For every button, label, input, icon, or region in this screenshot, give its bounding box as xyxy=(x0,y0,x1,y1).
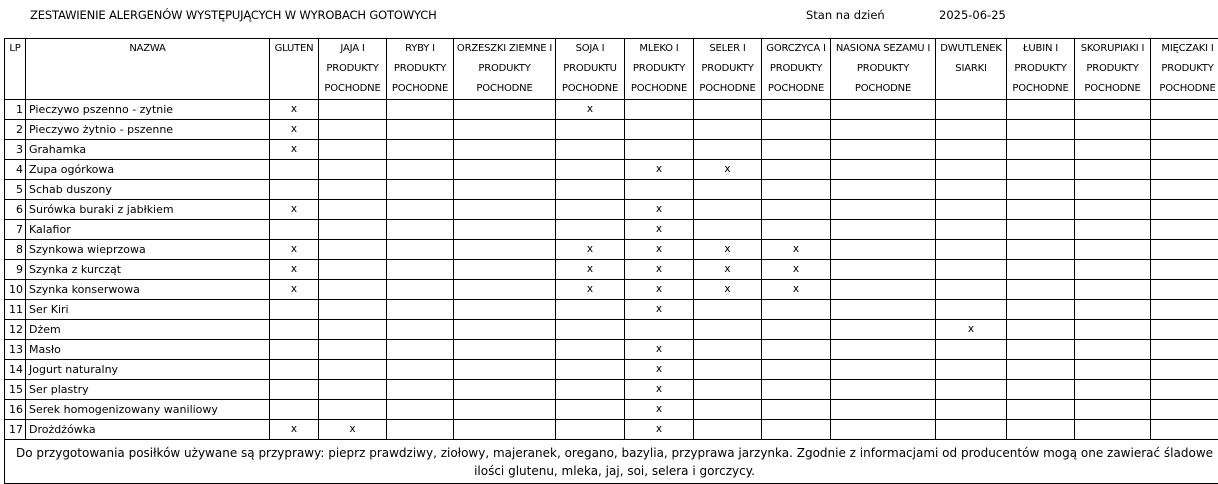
footnote-row xyxy=(5,440,1218,484)
allergen-mark-cell xyxy=(1075,340,1151,360)
allergen-mark-cell xyxy=(936,340,1007,360)
allergen-mark-cell: x xyxy=(694,240,762,260)
allergen-mark-cell: x xyxy=(270,120,319,140)
header-eggs: JAJA I PRODUKTY POCHODNE xyxy=(319,39,387,100)
allergen-mark-cell xyxy=(387,140,454,160)
allergen-mark-cell xyxy=(1151,180,1218,200)
table-row xyxy=(5,400,1218,420)
allergen-mark-cell xyxy=(454,200,556,220)
allergen-mark-cell xyxy=(694,300,762,320)
allergen-mark-cell xyxy=(1151,280,1218,300)
allergen-mark-cell xyxy=(936,300,1007,320)
allergen-mark-cell xyxy=(831,360,936,380)
row-product-name: Jogurt naturalny xyxy=(26,360,270,380)
row-product-name: Drożdżówka xyxy=(26,420,270,440)
row-lp: 4 xyxy=(5,160,26,180)
allergen-mark-cell xyxy=(936,360,1007,380)
allergen-mark-cell: x xyxy=(625,240,694,260)
allergen-mark-cell xyxy=(556,180,625,200)
allergen-mark-cell: x xyxy=(556,100,625,120)
allergen-mark-cell xyxy=(454,100,556,120)
header-fish: RYBY I PRODUKTY POCHODNE xyxy=(387,39,454,100)
row-product-name: Ser plastry xyxy=(26,380,270,400)
allergen-mark-cell xyxy=(762,180,831,200)
row-lp: 15 xyxy=(5,380,26,400)
allergen-mark-cell xyxy=(936,120,1007,140)
allergen-mark-cell xyxy=(387,320,454,340)
allergen-mark-cell xyxy=(625,120,694,140)
row-lp: 8 xyxy=(5,240,26,260)
header-gluten: GLUTEN xyxy=(270,39,319,100)
allergen-mark-cell xyxy=(831,120,936,140)
row-product-name: Pieczywo żytnio - pszenne xyxy=(26,120,270,140)
header-soy: SOJA I PRODUKTU POCHODNE xyxy=(556,39,625,100)
table-row xyxy=(5,380,1218,400)
allergen-mark-cell xyxy=(694,100,762,120)
allergen-mark-cell: x xyxy=(762,280,831,300)
allergen-mark-cell xyxy=(387,220,454,240)
allergen-mark-cell xyxy=(319,120,387,140)
row-lp: 1 xyxy=(5,100,26,120)
allergen-mark-cell xyxy=(387,360,454,380)
allergen-mark-cell: x xyxy=(625,200,694,220)
allergen-mark-cell xyxy=(1151,220,1218,240)
allergen-mark-cell: x xyxy=(694,160,762,180)
allergen-mark-cell: x xyxy=(625,380,694,400)
row-lp: 3 xyxy=(5,140,26,160)
header-lp: LP xyxy=(5,39,26,100)
allergen-mark-cell xyxy=(1075,300,1151,320)
allergen-mark-cell xyxy=(694,360,762,380)
allergen-mark-cell xyxy=(1007,320,1075,340)
allergen-mark-cell xyxy=(556,420,625,440)
date-value: 2025-06-25 xyxy=(939,8,1006,22)
allergen-mark-cell: x xyxy=(556,280,625,300)
header-molluscs: MIĘCZAKI I PRODUKTY POCHODNE xyxy=(1151,39,1218,100)
allergen-mark-cell xyxy=(556,400,625,420)
allergen-mark-cell xyxy=(831,240,936,260)
allergen-mark-cell xyxy=(556,200,625,220)
allergen-mark-cell xyxy=(387,340,454,360)
allergen-mark-cell xyxy=(1075,200,1151,220)
allergen-mark-cell xyxy=(831,420,936,440)
table-row xyxy=(5,340,1218,360)
allergen-mark-cell xyxy=(936,100,1007,120)
allergen-mark-cell: x xyxy=(270,420,319,440)
allergen-mark-cell xyxy=(1075,280,1151,300)
allergen-mark-cell xyxy=(387,160,454,180)
allergen-mark-cell: x xyxy=(625,300,694,320)
table-row xyxy=(5,200,1218,220)
allergen-mark-cell xyxy=(831,340,936,360)
allergen-mark-cell xyxy=(1075,400,1151,420)
row-product-name: Szynkowa wieprzowa xyxy=(26,240,270,260)
allergen-mark-cell xyxy=(319,360,387,380)
header-name: NAZWA xyxy=(26,39,270,100)
allergen-mark-cell xyxy=(1151,120,1218,140)
allergen-mark-cell: x xyxy=(270,140,319,160)
allergen-mark-cell xyxy=(694,200,762,220)
row-product-name: Szynka konserwowa xyxy=(26,280,270,300)
row-lp: 9 xyxy=(5,260,26,280)
allergen-mark-cell xyxy=(319,240,387,260)
table-row xyxy=(5,100,1218,120)
allergen-mark-cell xyxy=(936,380,1007,400)
allergen-mark-cell: x xyxy=(270,240,319,260)
allergen-mark-cell xyxy=(762,100,831,120)
allergen-mark-cell xyxy=(831,320,936,340)
allergen-mark-cell xyxy=(556,340,625,360)
allergen-mark-cell xyxy=(454,300,556,320)
allergen-mark-cell xyxy=(1151,400,1218,420)
allergen-mark-cell xyxy=(270,360,319,380)
row-product-name: Szynka z kurcząt xyxy=(26,260,270,280)
allergen-mark-cell xyxy=(936,400,1007,420)
allergen-mark-cell xyxy=(936,280,1007,300)
row-lp: 17 xyxy=(5,420,26,440)
allergen-mark-cell xyxy=(936,220,1007,240)
allergen-mark-cell: x xyxy=(270,280,319,300)
allergen-mark-cell: x xyxy=(762,260,831,280)
allergen-mark-cell xyxy=(387,120,454,140)
allergen-mark-cell xyxy=(1075,380,1151,400)
footnote: Do przygotowania posiłków używane są przyprawy: pieprz prawdziwy, ziołowy, majeranek, oregano, bazylia, przyprawa jarzynka. Zgodnie z informacjami od producentów mogą one zawierać śladowe ilości glutenu, mleka, jaj, soi, selera i gorczycy. xyxy=(5,440,1218,484)
row-lp: 2 xyxy=(5,120,26,140)
allergen-mark-cell xyxy=(1007,300,1075,320)
allergen-mark-cell xyxy=(454,180,556,200)
allergen-mark-cell xyxy=(454,240,556,260)
allergen-mark-cell xyxy=(387,200,454,220)
allergen-mark-cell xyxy=(556,140,625,160)
allergen-mark-cell xyxy=(625,140,694,160)
allergen-mark-cell xyxy=(454,380,556,400)
row-lp: 14 xyxy=(5,360,26,380)
allergen-mark-cell xyxy=(454,280,556,300)
allergen-mark-cell xyxy=(319,140,387,160)
allergen-mark-cell xyxy=(387,260,454,280)
allergen-mark-cell xyxy=(694,340,762,360)
row-lp: 13 xyxy=(5,340,26,360)
allergen-mark-cell xyxy=(1075,260,1151,280)
title-row xyxy=(4,0,1214,38)
table-row xyxy=(5,260,1218,280)
allergen-mark-cell xyxy=(1007,420,1075,440)
table-row xyxy=(5,280,1218,300)
allergen-mark-cell xyxy=(831,220,936,240)
allergen-mark-cell: x xyxy=(270,100,319,120)
allergen-mark-cell xyxy=(831,200,936,220)
allergen-mark-cell xyxy=(936,420,1007,440)
header-celery: SELER I PRODUKTY POCHODNE xyxy=(694,39,762,100)
allergen-mark-cell xyxy=(270,160,319,180)
table-row xyxy=(5,120,1218,140)
allergen-mark-cell xyxy=(454,260,556,280)
allergen-mark-cell xyxy=(936,160,1007,180)
allergen-mark-cell xyxy=(762,220,831,240)
allergen-mark-cell xyxy=(1007,200,1075,220)
allergen-mark-cell xyxy=(1075,220,1151,240)
allergen-mark-cell xyxy=(1007,180,1075,200)
allergen-mark-cell xyxy=(694,140,762,160)
allergen-mark-cell xyxy=(1007,220,1075,240)
allergen-mark-cell xyxy=(1151,100,1218,120)
allergen-mark-cell: x xyxy=(319,420,387,440)
allergen-mark-cell xyxy=(1151,380,1218,400)
allergen-mark-cell xyxy=(1151,420,1218,440)
allergen-mark-cell xyxy=(556,300,625,320)
table-row xyxy=(5,240,1218,260)
allergen-mark-cell xyxy=(556,220,625,240)
allergen-mark-cell xyxy=(1075,320,1151,340)
allergen-mark-cell: x xyxy=(936,320,1007,340)
allergen-mark-cell xyxy=(762,120,831,140)
row-product-name: Kalafior xyxy=(26,220,270,240)
allergen-mark-cell xyxy=(936,140,1007,160)
allergen-mark-cell xyxy=(1075,180,1151,200)
allergen-mark-cell xyxy=(1007,340,1075,360)
allergen-mark-cell: x xyxy=(625,260,694,280)
allergen-mark-cell xyxy=(1151,200,1218,220)
allergen-mark-cell xyxy=(556,320,625,340)
row-product-name: Dżem xyxy=(26,320,270,340)
allergen-mark-cell xyxy=(1075,140,1151,160)
header-milk: MLEKO I PRODUKTY POCHODNE xyxy=(625,39,694,100)
row-product-name: Ser Kiri xyxy=(26,300,270,320)
allergen-mark-cell xyxy=(454,140,556,160)
allergen-mark-cell xyxy=(936,240,1007,260)
allergen-mark-cell xyxy=(387,100,454,120)
allergen-mark-cell xyxy=(831,380,936,400)
allergen-mark-cell xyxy=(454,120,556,140)
allergen-mark-cell xyxy=(831,160,936,180)
header-row xyxy=(5,39,1218,100)
table-row xyxy=(5,160,1218,180)
header-peanuts: ORZESZKI ZIEMNE I PRODUKTY POCHODNE xyxy=(454,39,556,100)
allergen-mark-cell xyxy=(319,380,387,400)
allergen-mark-cell xyxy=(319,280,387,300)
allergen-mark-cell xyxy=(762,320,831,340)
allergen-mark-cell xyxy=(1151,160,1218,180)
allergen-mark-cell xyxy=(1007,400,1075,420)
allergen-mark-cell xyxy=(1151,320,1218,340)
allergen-mark-cell xyxy=(694,320,762,340)
row-lp: 12 xyxy=(5,320,26,340)
allergen-mark-cell: x xyxy=(762,240,831,260)
table-row xyxy=(5,180,1218,200)
allergen-mark-cell xyxy=(762,340,831,360)
allergen-mark-cell xyxy=(319,300,387,320)
allergen-mark-cell xyxy=(762,140,831,160)
allergen-mark-cell xyxy=(762,300,831,320)
table-row xyxy=(5,140,1218,160)
header-sulphur-dioxide: DWUTLENEK SIARKI xyxy=(936,39,1007,100)
allergen-mark-cell xyxy=(694,220,762,240)
allergen-mark-cell xyxy=(625,100,694,120)
allergen-mark-cell xyxy=(1007,160,1075,180)
allergen-mark-cell xyxy=(556,360,625,380)
header-sesame: NASIONA SEZAMU I PRODUKTY POCHODNE xyxy=(831,39,936,100)
allergen-mark-cell xyxy=(319,180,387,200)
allergen-mark-cell xyxy=(1151,360,1218,380)
allergen-mark-cell xyxy=(270,400,319,420)
allergen-mark-cell xyxy=(1075,160,1151,180)
row-lp: 5 xyxy=(5,180,26,200)
allergen-mark-cell: x xyxy=(694,280,762,300)
allergen-mark-cell xyxy=(454,400,556,420)
allergen-mark-cell: x xyxy=(625,160,694,180)
header-lupin: ŁUBIN I PRODUKTY POCHODNE xyxy=(1007,39,1075,100)
allergen-mark-cell xyxy=(936,180,1007,200)
allergen-mark-cell xyxy=(319,260,387,280)
allergen-mark-cell xyxy=(387,280,454,300)
allergen-mark-cell xyxy=(1151,300,1218,320)
allergen-mark-cell xyxy=(1075,360,1151,380)
allergen-mark-cell: x xyxy=(625,420,694,440)
allergen-mark-cell xyxy=(454,220,556,240)
allergen-mark-cell xyxy=(1151,240,1218,260)
allergen-mark-cell: x xyxy=(270,200,319,220)
allergen-mark-cell xyxy=(936,200,1007,220)
allergen-mark-cell xyxy=(319,160,387,180)
allergen-mark-cell: x xyxy=(556,240,625,260)
table-row xyxy=(5,220,1218,240)
allergen-mark-cell xyxy=(1151,340,1218,360)
allergen-mark-cell xyxy=(319,320,387,340)
allergen-mark-cell xyxy=(762,160,831,180)
allergen-mark-cell xyxy=(831,400,936,420)
allergen-mark-cell xyxy=(270,300,319,320)
allergen-mark-cell xyxy=(831,300,936,320)
allergen-mark-cell xyxy=(625,320,694,340)
allergen-mark-cell xyxy=(1007,240,1075,260)
allergen-mark-cell xyxy=(1007,380,1075,400)
allergen-mark-cell xyxy=(556,120,625,140)
allergen-mark-cell xyxy=(831,180,936,200)
allergen-mark-cell: x xyxy=(625,400,694,420)
allergen-mark-cell xyxy=(762,400,831,420)
row-lp: 11 xyxy=(5,300,26,320)
date-label: Stan na dzień xyxy=(806,8,885,22)
allergen-mark-cell xyxy=(387,300,454,320)
allergen-mark-cell: x xyxy=(270,260,319,280)
row-product-name: Zupa ogórkowa xyxy=(26,160,270,180)
allergen-mark-cell xyxy=(319,220,387,240)
table-row xyxy=(5,300,1218,320)
allergen-mark-cell xyxy=(270,180,319,200)
allergen-mark-cell xyxy=(762,360,831,380)
allergen-sheet xyxy=(4,0,1214,483)
allergen-mark-cell xyxy=(831,140,936,160)
allergen-mark-cell xyxy=(831,280,936,300)
allergen-mark-cell xyxy=(270,340,319,360)
allergen-mark-cell xyxy=(694,120,762,140)
allergen-mark-cell xyxy=(319,340,387,360)
allergen-mark-cell xyxy=(625,180,694,200)
allergen-mark-cell xyxy=(387,400,454,420)
allergen-mark-cell xyxy=(762,200,831,220)
row-product-name: Serek homogenizowany waniliowy xyxy=(26,400,270,420)
allergen-mark-cell xyxy=(1007,360,1075,380)
allergen-mark-cell xyxy=(454,160,556,180)
table-row xyxy=(5,420,1218,440)
allergen-mark-cell xyxy=(1007,140,1075,160)
table-row xyxy=(5,320,1218,340)
allergen-mark-cell xyxy=(556,380,625,400)
allergen-mark-cell xyxy=(831,260,936,280)
allergen-mark-cell xyxy=(694,400,762,420)
allergen-mark-cell xyxy=(762,420,831,440)
table-body xyxy=(5,100,1218,440)
allergen-mark-cell xyxy=(1007,100,1075,120)
allergen-mark-cell xyxy=(454,320,556,340)
allergen-mark-cell xyxy=(387,240,454,260)
allergen-mark-cell xyxy=(387,420,454,440)
header-crustaceans: SKORUPIAKI I PRODUKTY POCHODNE xyxy=(1075,39,1151,100)
allergen-mark-cell xyxy=(694,380,762,400)
allergen-mark-cell xyxy=(319,100,387,120)
allergen-mark-cell xyxy=(1075,240,1151,260)
allergen-mark-cell xyxy=(694,420,762,440)
allergen-mark-cell xyxy=(1007,280,1075,300)
allergen-mark-cell xyxy=(1075,420,1151,440)
allergen-mark-cell xyxy=(454,360,556,380)
row-lp: 16 xyxy=(5,400,26,420)
allergen-mark-cell xyxy=(1007,120,1075,140)
row-product-name: Pieczywo pszenno - zytnie xyxy=(26,100,270,120)
allergen-mark-cell xyxy=(454,340,556,360)
allergen-mark-cell xyxy=(1151,140,1218,160)
allergen-mark-cell: x xyxy=(556,260,625,280)
allergen-mark-cell: x xyxy=(625,220,694,240)
allergen-mark-cell xyxy=(270,320,319,340)
row-lp: 7 xyxy=(5,220,26,240)
allergen-mark-cell: x xyxy=(625,280,694,300)
allergen-mark-cell xyxy=(1007,260,1075,280)
allergen-mark-cell: x xyxy=(625,340,694,360)
allergen-mark-cell xyxy=(694,180,762,200)
row-lp: 6 xyxy=(5,200,26,220)
allergen-mark-cell xyxy=(1075,100,1151,120)
allergen-table xyxy=(4,38,1218,484)
allergen-mark-cell xyxy=(270,380,319,400)
row-product-name: Grahamka xyxy=(26,140,270,160)
table-row xyxy=(5,360,1218,380)
allergen-mark-cell xyxy=(1075,120,1151,140)
allergen-mark-cell xyxy=(762,380,831,400)
allergen-mark-cell xyxy=(270,220,319,240)
allergen-mark-cell xyxy=(319,200,387,220)
allergen-mark-cell xyxy=(556,160,625,180)
allergen-mark-cell xyxy=(319,400,387,420)
row-product-name: Schab duszony xyxy=(26,180,270,200)
allergen-mark-cell xyxy=(387,180,454,200)
row-product-name: Masło xyxy=(26,340,270,360)
header-mustard: GORCZYCA I PRODUKTY POCHODNE xyxy=(762,39,831,100)
allergen-mark-cell: x xyxy=(625,360,694,380)
allergen-mark-cell: x xyxy=(694,260,762,280)
row-product-name: Surówka buraki z jabłkiem xyxy=(26,200,270,220)
allergen-mark-cell xyxy=(936,260,1007,280)
allergen-mark-cell xyxy=(454,420,556,440)
sheet-title: ZESTAWIENIE ALERGENÓW WYSTĘPUJĄCYCH W WYROBACH GOTOWYCH xyxy=(30,8,437,22)
allergen-mark-cell xyxy=(387,380,454,400)
row-lp: 10 xyxy=(5,280,26,300)
allergen-mark-cell xyxy=(1151,260,1218,280)
allergen-mark-cell xyxy=(831,100,936,120)
